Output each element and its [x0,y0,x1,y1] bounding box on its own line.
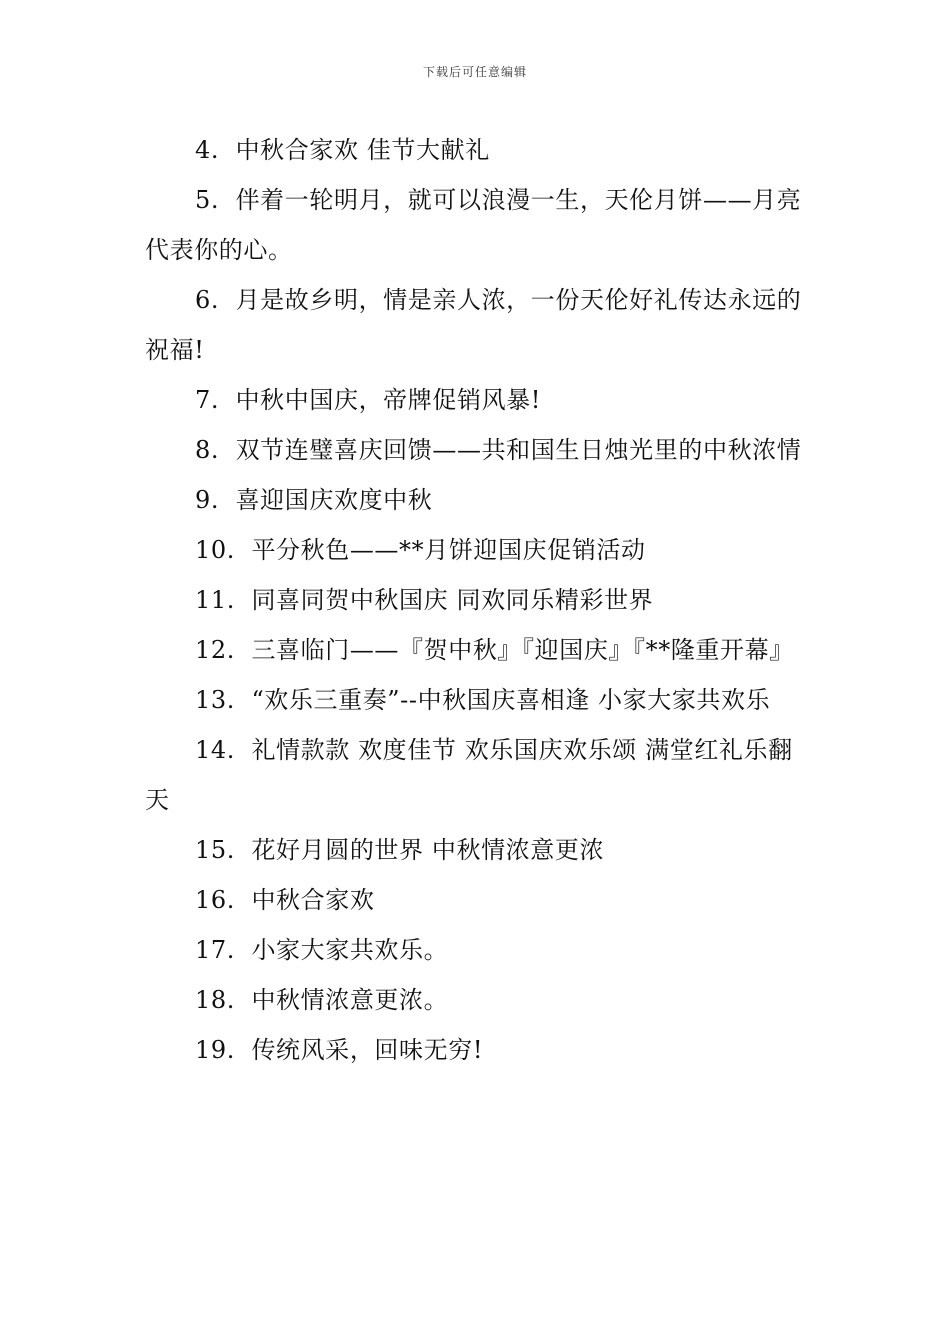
list-item [145,825,810,875]
item-number: 16. [195,886,235,914]
item-text: 传统风采，回味无穷! [251,1036,484,1064]
item-text: 礼情款款 欢度佳节 欢乐国庆欢乐颂 满堂红礼乐翻天 [145,736,793,814]
list-item [145,275,810,375]
item-text: 平分秋色——**月饼迎国庆促销活动 [251,536,646,564]
list-item [145,375,810,425]
list-item [145,925,810,975]
list-item [145,475,810,525]
item-number: 10. [195,536,235,564]
list-item [145,675,810,725]
item-text: 喜迎国庆欢度中秋 [235,486,433,514]
item-number: 13. [195,686,235,714]
item-number: 9. [195,486,220,514]
item-text: 月是故乡明，情是亲人浓，一份天伦好礼传达永远的祝福! [145,286,802,364]
item-number: 8. [195,436,220,464]
item-number: 19. [195,1036,235,1064]
item-text: 伴着一轮明月，就可以浪漫一生，天伦月饼——月亮代表你的心。 [145,186,802,264]
item-number: 18. [195,986,235,1014]
page-header-note: 下载后可任意编辑 [422,65,527,79]
item-number: 6. [195,286,220,314]
list-item [145,1025,810,1075]
item-number: 17. [195,936,235,964]
list-item [145,425,810,475]
item-text: 中秋中国庆，帝牌促销风暴! [235,386,542,414]
item-text: 小家大家共欢乐。 [251,936,449,964]
item-text: 三喜临门——『贺中秋』『迎国庆』『**隆重开幕』 [251,636,794,664]
item-text: 同喜同贺中秋国庆 同欢同乐精彩世界 [251,586,654,614]
item-number: 7. [195,386,220,414]
list-item [145,125,810,175]
item-text: 中秋合家欢 佳节大献礼 [235,136,490,164]
list-item [145,175,810,275]
list-item [145,525,810,575]
item-number: 14. [195,736,235,764]
list-item [145,575,810,625]
item-text: 中秋情浓意更浓。 [251,986,449,1014]
item-text: “欢乐三重奏”--中秋国庆喜相逢 小家大家共欢乐 [251,686,771,714]
item-number: 4. [195,136,220,164]
item-text: 中秋合家欢 [251,886,375,914]
list-item [145,875,810,925]
item-text: 双节连璧喜庆回馈——共和国生日烛光里的中秋浓情 [235,436,802,464]
item-text: 花好月圆的世界 中秋情浓意更浓 [251,836,605,864]
item-number: 5. [195,186,220,214]
slogan-list [145,125,810,1075]
list-item [145,975,810,1025]
item-number: 11. [195,586,235,614]
list-item [145,625,810,675]
list-item [145,725,810,825]
item-number: 15. [195,836,235,864]
item-number: 12. [195,636,235,664]
